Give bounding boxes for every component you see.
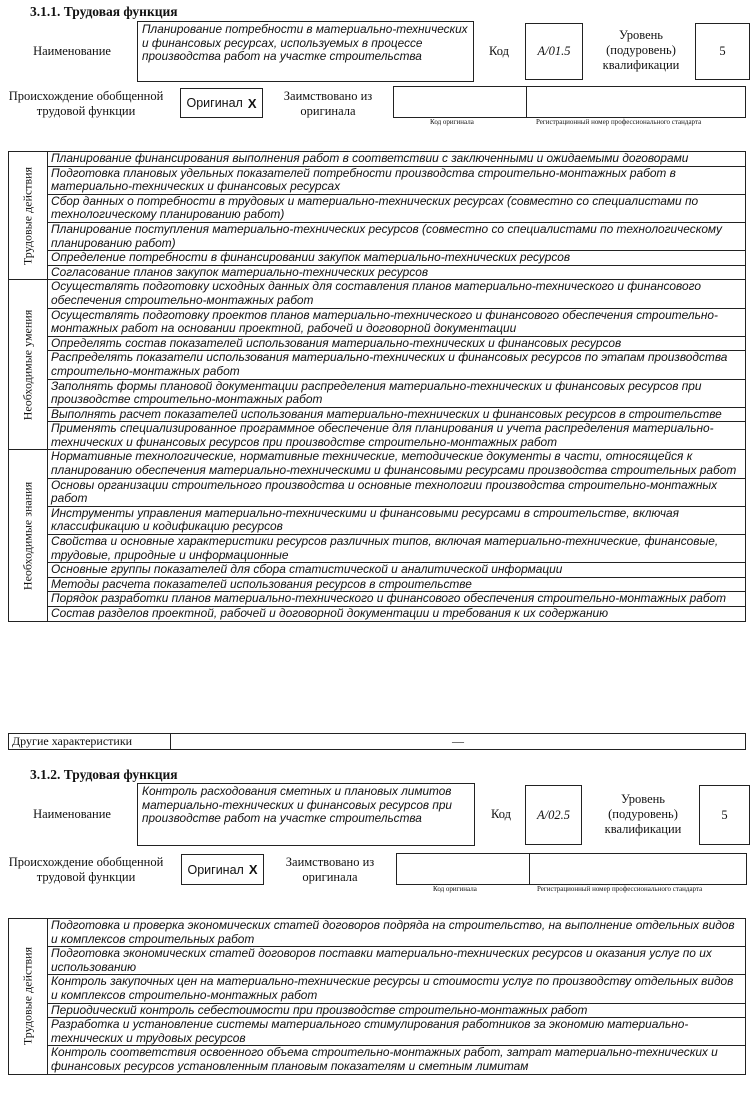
table-row [9,1018,746,1046]
table-cell: Планирование финансирования выполнения работ в соответствии с заключенными и ожидаемыми договорами [48,152,746,167]
table-cell: Согласование планов закупок материально-технических ресурсов [48,265,746,280]
table-row [9,607,746,622]
table-cell: Подготовка плановых удельных показателей потребности производства строительно-монтажных работ в материально-технических и финансовых ресурсах [48,166,746,194]
table-cell: Периодический контроль себестоимости при производстве строительно-монтажных работ [48,1003,746,1018]
table-cell: Осуществлять подготовку исходных данных для составления планов материально-технического и финансового обеспечения строительно-монтажных работ [48,280,746,308]
code-box: A/01.5 [525,23,583,80]
table-cell: Осуществлять подготовку проектов планов материально-технического и финансового обеспечения строительно-монтажных работ на основании проектной, рабочей и договорной документации [48,308,746,336]
table-cell: Порядок разработки планов материально-технического и финансового обеспечения строительно-монтажных работ [48,592,746,607]
section-title: 3.1.1. Трудовая функция [30,4,178,19]
original-label: Оригинал [186,96,243,110]
table-row [9,194,746,222]
table-row [9,577,746,592]
table-cell: Определять состав показателей использования материально-технических и финансовых ресурсов [48,336,746,351]
name-label: Наименование [33,44,111,58]
table-cell: Состав разделов проектной, рабочей и договорной документации и требования к их содержанию [48,607,746,622]
function-name-box: Контроль расходования сметных и плановых лимитов материально-технических и финансовых ресурсов при производстве работ на участке строительства [137,783,475,846]
table-cell: Основные группы показателей для сбора статистической и аналитической информации [48,563,746,578]
origin-label: Происхождение обобщенной трудовой функции [8,89,164,118]
table-row [9,1003,746,1018]
table-row [9,734,746,750]
category-cell [9,919,48,1075]
category-label: Необходимые умения [20,309,35,421]
table-row [9,379,746,407]
category-label: Необходимые знания [20,481,35,590]
table-row [9,563,746,578]
table-cell: Основы организации строительного производства и основные технологии производства строительно-монтажных работ [48,478,746,506]
level-label: Уровень (подуровень) квалификации [602,28,680,72]
function-name-box: Планирование потребности в материально-технических и финансовых ресурсах, используемых в процессе производства работ на участке строительства [137,21,474,82]
level-box: 5 [699,785,750,845]
table-row [9,265,746,280]
table-row [9,478,746,506]
other-characteristics-table [8,733,746,750]
function-table [8,151,746,622]
table-cell: Контроль закупочных цен на материально-технические ресурсы и стоимости услуг по производству отдельных видов и комплексов строительно-монтажных работ [48,975,746,1003]
original-box [181,854,264,885]
table-row [9,152,746,167]
category-label: Трудовые действия [20,166,35,265]
original-mark: X [248,862,258,877]
table-row [9,592,746,607]
table-cell: Применять специализированное программное обеспечение для планирования и учета распределения материально-технических и финансовых ресурсов при производстве строительно-монтажных работ [48,422,746,450]
level-label: Уровень (подуровень) квалификации [604,792,682,836]
code-original-caption: Код оригинала [433,885,477,893]
reg-number-box [526,86,746,118]
table-row [9,947,746,975]
other-characteristics-label: Другие характеристики [9,734,171,750]
section-title: 3.1.2. Трудовая функция [30,767,178,782]
table-cell: Инструменты управления материально-техническими и финансовыми ресурсами в строительстве, включая классификацию и кодификацию ресурсов [48,506,746,534]
category-cell [9,280,48,450]
borrowed-label: Заимствовано из оригинала [283,89,373,118]
reg-number-caption: Регистрационный номер профессионального стандарта [536,118,702,126]
table-row [9,280,746,308]
table-row [9,450,746,478]
table-row [9,222,746,250]
code-box: A/02.5 [525,785,582,845]
table-cell: Свойства и основные характеристики ресурсов различных типов, включая материально-технические, финансовые, трудовые, природные и информационные [48,535,746,563]
table-cell: Планирование поступления материально-технических ресурсов (совместно со специалистами по технологическому планированию работ) [48,222,746,250]
code-label: Код [491,807,511,821]
table-row [9,336,746,351]
table-row [9,166,746,194]
level-box: 5 [695,23,750,80]
reg-number-box [529,853,747,885]
table-row [9,351,746,379]
borrowed-label: Заимствовано из оригинала [285,855,375,884]
table-row [9,407,746,422]
table-cell: Распределять показатели использования материально-технических и финансовых ресурсов по этапам производства строительно-монтажных работ [48,351,746,379]
table-cell: Подготовка экономических статей договоров поставки материально-технических ресурсов и оказания услуг по их использованию [48,947,746,975]
table-cell: Выполнять расчет показателей использования материально-технических и финансовых ресурсов в строительстве [48,407,746,422]
table-cell: Контроль соответствия освоенного объема строительно-монтажных работ, затрат материально-технических и финансовых ресурсов установленным плановым показателям и сметным лимитам [48,1046,746,1074]
table-row [9,535,746,563]
table-cell: Сбор данных о потребности в трудовых и материально-технических ресурсах (совместно со специалистами по технологическому планированию работ) [48,194,746,222]
table-cell: Подготовка и проверка экономических статей договоров подряда на строительство, на выполнение отдельных видов и комплексов строительных работ [48,919,746,947]
original-box [180,88,263,118]
category-label: Трудовые действия [20,947,35,1046]
category-cell [9,152,48,280]
code-original-caption: Код оригинала [430,118,474,126]
category-cell [9,450,48,621]
reg-number-caption: Регистрационный номер профессионального стандарта [537,885,703,893]
table-cell: Методы расчета показателей использования ресурсов в строительстве [48,577,746,592]
table-cell: Заполнять формы плановой документации распределения материально-технических и финансовых ресурсов при производстве строительно-монтажных работ [48,379,746,407]
function-table [8,918,746,1075]
table-row [9,308,746,336]
original-label: Оригинал [187,862,244,877]
name-label: Наименование [33,807,111,821]
table-row [9,422,746,450]
table-row [9,506,746,534]
table-cell: Нормативные технологические, нормативные технические, методические документы в части, относящейся к планированию обеспечения материально-техническими и финансовыми ресурсами производства строительных работ [48,450,746,478]
code-original-box [393,86,527,118]
original-mark: X [247,95,257,111]
code-original-box [396,853,530,885]
table-row [9,975,746,1003]
table-cell: Разработка и установление системы материального стимулирования работников за экономию материально-технических и трудовых ресурсов [48,1018,746,1046]
other-characteristics-value: — [171,734,746,750]
table-row [9,251,746,266]
table-row [9,919,746,947]
table-row [9,1046,746,1074]
table-cell: Определение потребности в финансировании закупок материально-технических ресурсов [48,251,746,266]
code-label: Код [489,44,509,58]
origin-label: Происхождение обобщенной трудовой функции [8,855,164,884]
